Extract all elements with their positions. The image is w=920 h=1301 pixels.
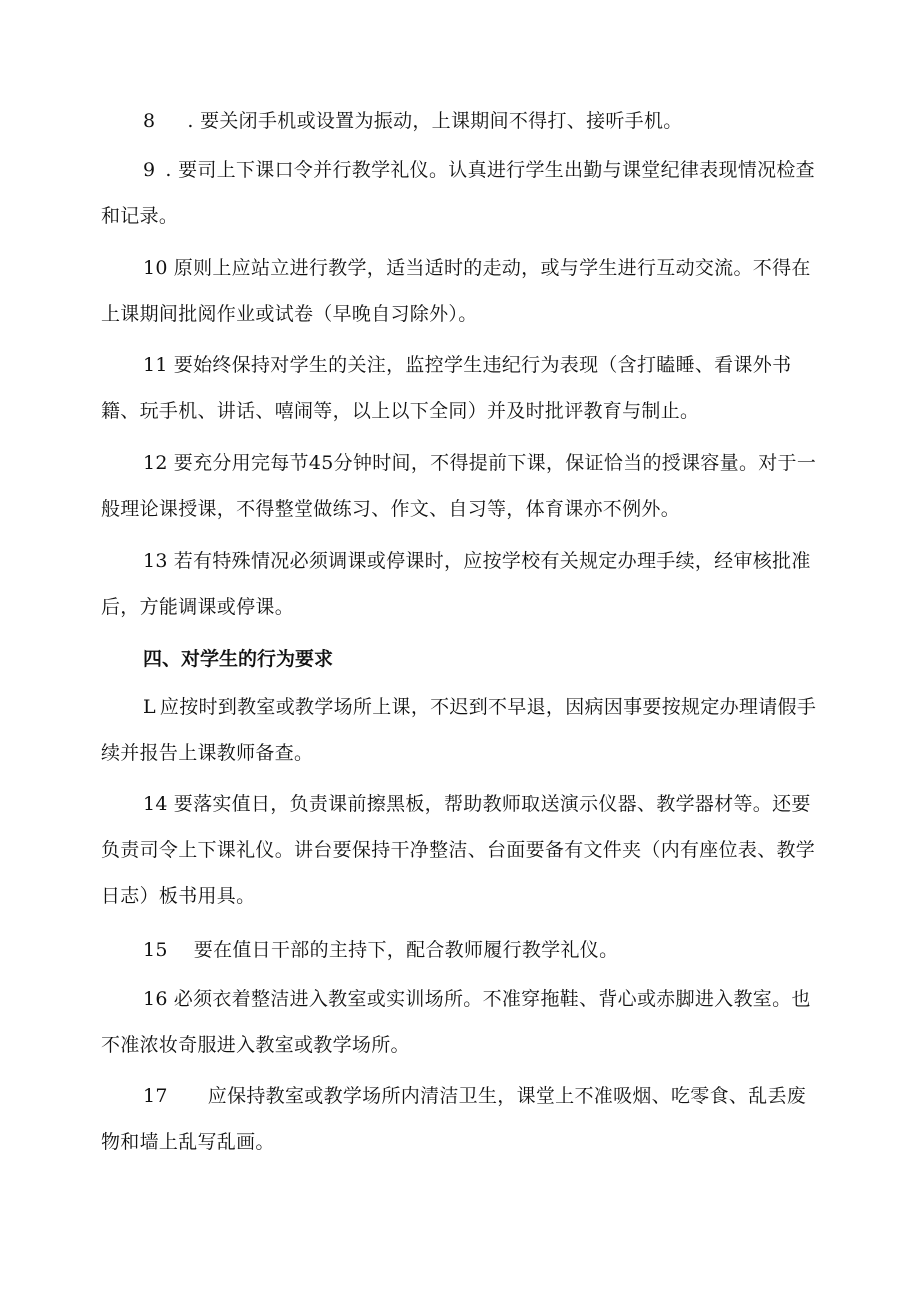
item-10 <box>101 245 821 337</box>
item-number: 10 <box>143 257 168 279</box>
item-number: 12 <box>143 452 168 474</box>
item-number: 9 <box>143 159 156 181</box>
section-heading: 四、对学生的行为要求 <box>143 648 334 670</box>
item-text: 若有特殊情况必须调课或停课时，应按学校有关规定办理手续，经审核批准后，方能调课或停课。 <box>101 550 811 618</box>
item-text: 应按时到教室或教学场所上课，不迟到不早退，因病因事要按规定办理请假手续并报告上课教师备查。 <box>101 696 817 764</box>
item-number: 14 <box>143 793 168 815</box>
student-item-l <box>101 684 821 776</box>
student-item-17 <box>101 1073 821 1165</box>
item-text: . 要关闭手机或设置为振动，上课期间不得打、接听手机。 <box>187 110 683 132</box>
item-number: 15 <box>143 939 168 961</box>
item-8 <box>101 98 821 144</box>
item-text: 应保持教室或教学场所内清洁卫生，课堂上不准吸烟、吃零食、乱丢废物和墙上乱写乱画。 <box>101 1085 807 1153</box>
item-number: 17 <box>143 1085 168 1107</box>
item-text: 必须衣着整洁进入教室或实训场所。不准穿拖鞋、背心或赤脚进入教室。也不准浓妆奇服进入教室或教学场所。 <box>101 988 811 1056</box>
item-9 <box>101 147 821 239</box>
item-number: 11 <box>143 354 168 376</box>
item-number: 8 <box>143 110 156 132</box>
item-11 <box>101 342 821 434</box>
item-text: 要充分用完每节45分钟时间，不得提前下课，保证恰当的授课容量。对于一般理论课授课，不得整堂做练习、作文、自习等，体育课亦不例外。 <box>101 452 817 520</box>
student-item-15 <box>101 927 821 973</box>
student-item-14 <box>101 781 821 919</box>
item-text: . 要司上下课口令并行教学礼仪。认真进行学生出勤与课堂纪律表现情况检查和记录。 <box>101 159 815 227</box>
item-number: L <box>143 696 156 718</box>
item-number: 13 <box>143 550 168 572</box>
student-item-16 <box>101 976 821 1068</box>
item-text: 要落实值日，负责课前擦黑板，帮助教师取送演示仪器、教学器材等。还要负责司令上下课礼仪。讲台要保持干净整洁、台面要备有文件夹（内有座位表、教学日志）板书用具。 <box>101 793 816 907</box>
item-number: 16 <box>143 988 168 1010</box>
item-12 <box>101 440 821 532</box>
item-text: 原则上应站立进行教学，适当适时的走动，或与学生进行互动交流。不得在上课期间批阅作业或试卷（早晚自习除外）。 <box>101 257 811 325</box>
item-13 <box>101 538 821 630</box>
item-text: 要在值日干部的主持下，配合教师履行教学礼仪。 <box>193 939 619 961</box>
item-text: 要始终保持对学生的关注，监控学生违纪行为表现（含打瞌睡、看课外书籍、玩手机、讲话、嘻闹等，以上以下全同）并及时批评教育与制止。 <box>101 354 792 422</box>
